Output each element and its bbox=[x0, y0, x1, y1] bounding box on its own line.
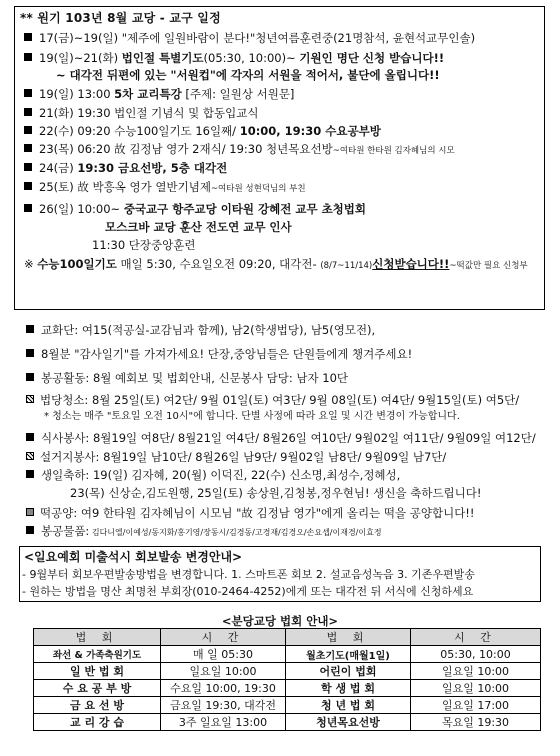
schedule-text: 11:30 단장중앙훈련 bbox=[92, 238, 196, 252]
table-cell: 일요일 10:00 bbox=[411, 680, 541, 697]
schedule-text: (8/7~11/14) bbox=[320, 261, 373, 271]
bullet-square-icon bbox=[24, 126, 32, 134]
bullet-square-icon bbox=[24, 204, 32, 212]
table-row bbox=[34, 646, 541, 663]
worship-notice-line-1: - 9월부터 회보우편발송방법을 변경합니다. 1. 스마트폰 회보 2. 설교음성녹음 3. 기존우편발송 bbox=[22, 568, 475, 581]
schedule-text: 19(일) 13:00 bbox=[39, 87, 115, 101]
schedule-header: ** 원기 103년 8월 교당 - 교구 일정 bbox=[20, 11, 221, 25]
notice-line bbox=[26, 322, 375, 338]
notice-line bbox=[26, 505, 475, 521]
schedule-line bbox=[24, 160, 227, 176]
bullet-square-icon bbox=[26, 325, 34, 333]
notice-line bbox=[26, 392, 519, 408]
table-cell: 일 반 법 회 bbox=[34, 663, 161, 680]
schedule-text: 26(일) 10:00~ bbox=[39, 202, 124, 216]
schedule-text: / 19:30 청년목요선방 bbox=[221, 142, 333, 156]
table-cell: 청 년 법 회 bbox=[286, 697, 411, 714]
schedule-line bbox=[92, 237, 195, 253]
notice-text: 23(목) 신상순,김도원행, 25일(토) 송상원,김청봉,정우현님! 생신을 축하드립니다! bbox=[70, 486, 482, 500]
bullet-square-icon bbox=[24, 182, 32, 190]
table-row bbox=[34, 714, 541, 731]
notice-text: 8월분 "감사일기"를 가져가세요! 단장,중앙님들은 단원들에게 챙겨주세요! bbox=[41, 347, 413, 361]
table-cell: 좌선 & 가족축원기도 bbox=[34, 646, 161, 663]
table-cell: 05:30, 10:00 bbox=[411, 646, 541, 663]
worship-notice-line-2: - 원하는 방법을 명산 최명천 부회장(010-2464-4252)에게 또는 대각전 뒤 서식에 신청하세요 bbox=[22, 585, 474, 598]
bullet-square-icon bbox=[24, 144, 32, 152]
bullet-square-icon bbox=[26, 349, 34, 357]
notice-text: 8월 25일(토) 여2단/ 9월 01일(토) 여3단/ 9월 08일(토) 여4단/ 9월15일(토) 여5단/ bbox=[88, 393, 520, 407]
notice-line bbox=[26, 430, 536, 446]
service-table-body bbox=[34, 646, 541, 731]
bullet-square-icon bbox=[24, 53, 32, 61]
notice-line bbox=[26, 449, 446, 465]
table-cell: 목요일 19:30 bbox=[411, 714, 541, 731]
schedule-line bbox=[24, 105, 258, 121]
table-cell: 교 리 강 습 bbox=[34, 714, 161, 731]
bullet-square-icon bbox=[26, 470, 34, 478]
table-cell: 매 일 05:30 bbox=[161, 646, 286, 663]
bullet-square-icon bbox=[24, 163, 32, 171]
notice-label: 법당청소: bbox=[40, 393, 89, 407]
schedule-text: 매일 5:30, 수요일오전 09:20, 대각전- bbox=[116, 257, 321, 271]
notice-text: 8월19일 남10단/ 8월26일 남9단/ 9월02일 남8단/ 9월09일 남7단/ bbox=[99, 450, 447, 464]
schedule-text: 22(수) 09:20 수능100일기도 16일째/ bbox=[39, 124, 240, 138]
table-cell: 청년목요선방 bbox=[286, 714, 411, 731]
schedule-text: 19:30 금요선방, 5층 대각전 bbox=[77, 161, 228, 175]
notice-label: 떡공양: bbox=[40, 506, 78, 520]
service-table-title: <분당교당 법회 안내> bbox=[221, 614, 339, 628]
notice-line bbox=[26, 370, 348, 386]
schedule-text: 17(금)~19(일) "제주에 일원바람이 분다!"청년여름훈련중(21명참석, 윤현석교무인솔) bbox=[39, 31, 476, 45]
schedule-text: 법인절 특별기도 bbox=[121, 51, 204, 65]
schedule-text: 21(화) 19:30 법인절 기념식 및 합동입교식 bbox=[39, 106, 259, 120]
notice-line bbox=[44, 409, 460, 425]
table-row bbox=[34, 680, 541, 697]
schedule-line bbox=[24, 30, 475, 46]
table-cell: 금 요 선 방 bbox=[34, 697, 161, 714]
table-row bbox=[34, 697, 541, 714]
schedule-text: ~여타원 성현덕님의 부친 bbox=[210, 184, 306, 194]
schedule-text: 기원인 명단 신청 받습니다!! bbox=[299, 51, 445, 65]
table-cell: 수요일 10:00, 19:30 bbox=[161, 680, 286, 697]
notice-line bbox=[26, 346, 412, 362]
schedule-line bbox=[24, 141, 455, 159]
notice-label: 교화단: bbox=[41, 323, 79, 337]
bullet-square-icon bbox=[24, 33, 32, 41]
table-cell: 일요일 17:00 bbox=[411, 697, 541, 714]
schedule-text: 25(토) 故 박흥옥 영가 열반기념제 bbox=[39, 180, 211, 194]
bullet-square-icon bbox=[26, 508, 34, 516]
schedule-line bbox=[24, 123, 381, 139]
table-cell: 일요일 10:00 bbox=[161, 663, 286, 680]
schedule-line bbox=[24, 179, 306, 197]
notice-label: 생일축하: bbox=[41, 468, 90, 482]
service-table-header bbox=[34, 629, 541, 646]
bullet-square-icon bbox=[26, 433, 34, 441]
schedule-line bbox=[105, 219, 292, 235]
schedule-text: [주제: 일원상 서원문] bbox=[181, 87, 295, 101]
worship-notice-title: <일요예회 미출석시 회보발송 변경안내> bbox=[24, 550, 243, 564]
schedule-text: 5차 교리특강 bbox=[114, 87, 182, 101]
column-header: 법 회 bbox=[34, 629, 161, 646]
schedule-text: 모스크바 교당 훈산 전도연 교무 인사 bbox=[105, 220, 292, 234]
notice-line bbox=[70, 485, 482, 501]
notice-text: 19(일) 김자혜, 20(월) 이덕진, 22(수) 신소명,최성수,정혜성, bbox=[89, 468, 401, 482]
schedule-text: 중국교구 항주교당 이타원 강혜전 교무 초청법회 bbox=[123, 202, 367, 216]
schedule-line bbox=[24, 201, 366, 217]
schedule-text: 수능100일기도 bbox=[37, 257, 117, 271]
service-table bbox=[33, 628, 541, 731]
schedule-line bbox=[24, 50, 444, 66]
schedule-text: (05:30, 10:00)~ bbox=[203, 51, 300, 65]
schedule-line bbox=[24, 86, 294, 102]
table-cell: 일요일 10:00 bbox=[411, 663, 541, 680]
notice-text: 여15(적공실-교감님과 함께), 남2(학생법당), 남5(영모전), bbox=[78, 323, 376, 337]
column-header: 법 회 bbox=[286, 629, 411, 646]
column-header: 시 간 bbox=[161, 629, 286, 646]
notice-text: 8월 예회보 및 법회안내, 신문봉사 담당: 남자 10단 bbox=[89, 371, 348, 385]
bullet-square-icon bbox=[26, 373, 34, 381]
table-cell: 금요일 19:30, 대각전 bbox=[161, 697, 286, 714]
bullet-square-icon bbox=[24, 108, 32, 116]
table-cell: 학 생 법 회 bbox=[286, 680, 411, 697]
table-row bbox=[34, 663, 541, 680]
notice-line bbox=[26, 467, 400, 483]
schedule-line bbox=[56, 67, 440, 83]
schedule-text: ~ 대각전 뒤편에 있는 "서원컵"에 각자의 서원을 적어서, 불단에 올립니다!! bbox=[56, 68, 440, 82]
notice-text: 여9 한타원 김자혜님이 시모님 "故 김정남 영가"에게 올리는 떡을 공양합니다!! bbox=[77, 506, 475, 520]
schedule-text: ~여타원 한타원 김자혜님의 시모 bbox=[332, 146, 455, 156]
schedule-text: 10:00, 19:30 수요공부방 bbox=[239, 124, 381, 138]
schedule-text: ~떡값만 필요 신청부 bbox=[449, 261, 528, 271]
table-cell: 3주 일요일 13:00 bbox=[161, 714, 286, 731]
schedule-text: 23(목) 06:20 故 김정남 영가 2재식 bbox=[39, 142, 222, 156]
notice-label: 식사봉사: bbox=[41, 431, 90, 445]
notice-text: 8월19일 여8단/ 8월21일 여4단/ 8월26일 여10단/ 9월02일 여11단/ 9월09일 여12단/ bbox=[89, 431, 536, 445]
notice-line bbox=[26, 523, 382, 541]
bullet-square-icon bbox=[26, 395, 34, 403]
notice-label: 봉공활동: bbox=[41, 371, 90, 385]
bullet-square-icon bbox=[26, 452, 34, 460]
table-cell: 어린이 법회 bbox=[286, 663, 411, 680]
schedule-text: ※ bbox=[24, 257, 38, 271]
bullet-square-icon bbox=[26, 526, 34, 534]
notice-label: 봉공물품: bbox=[41, 524, 90, 538]
table-cell: 수 요 공 부 방 bbox=[34, 680, 161, 697]
bullet-square-icon bbox=[24, 89, 32, 97]
column-header: 시 간 bbox=[411, 629, 541, 646]
table-cell: 월초기도(매월1일) bbox=[286, 646, 411, 663]
notice-text: * 청소는 매주 "토요일 오전 10시"에 합니다. 단별 사정에 따라 요일 및 시간 변경이 가능합니다. bbox=[44, 411, 460, 422]
schedule-text: 19(일)~21(화) bbox=[39, 51, 122, 65]
schedule-text: 신청받습니다!! bbox=[372, 257, 450, 271]
notice-label: 설거지봉사: bbox=[40, 450, 100, 464]
schedule-text: 24(금) bbox=[39, 161, 78, 175]
schedule-line bbox=[24, 256, 528, 274]
notice-text: 김다니엘/이예성/동지화/홍기영/장동시/김경동/고경재/김경오/손요셉/이재경/이효정 bbox=[89, 528, 382, 537]
